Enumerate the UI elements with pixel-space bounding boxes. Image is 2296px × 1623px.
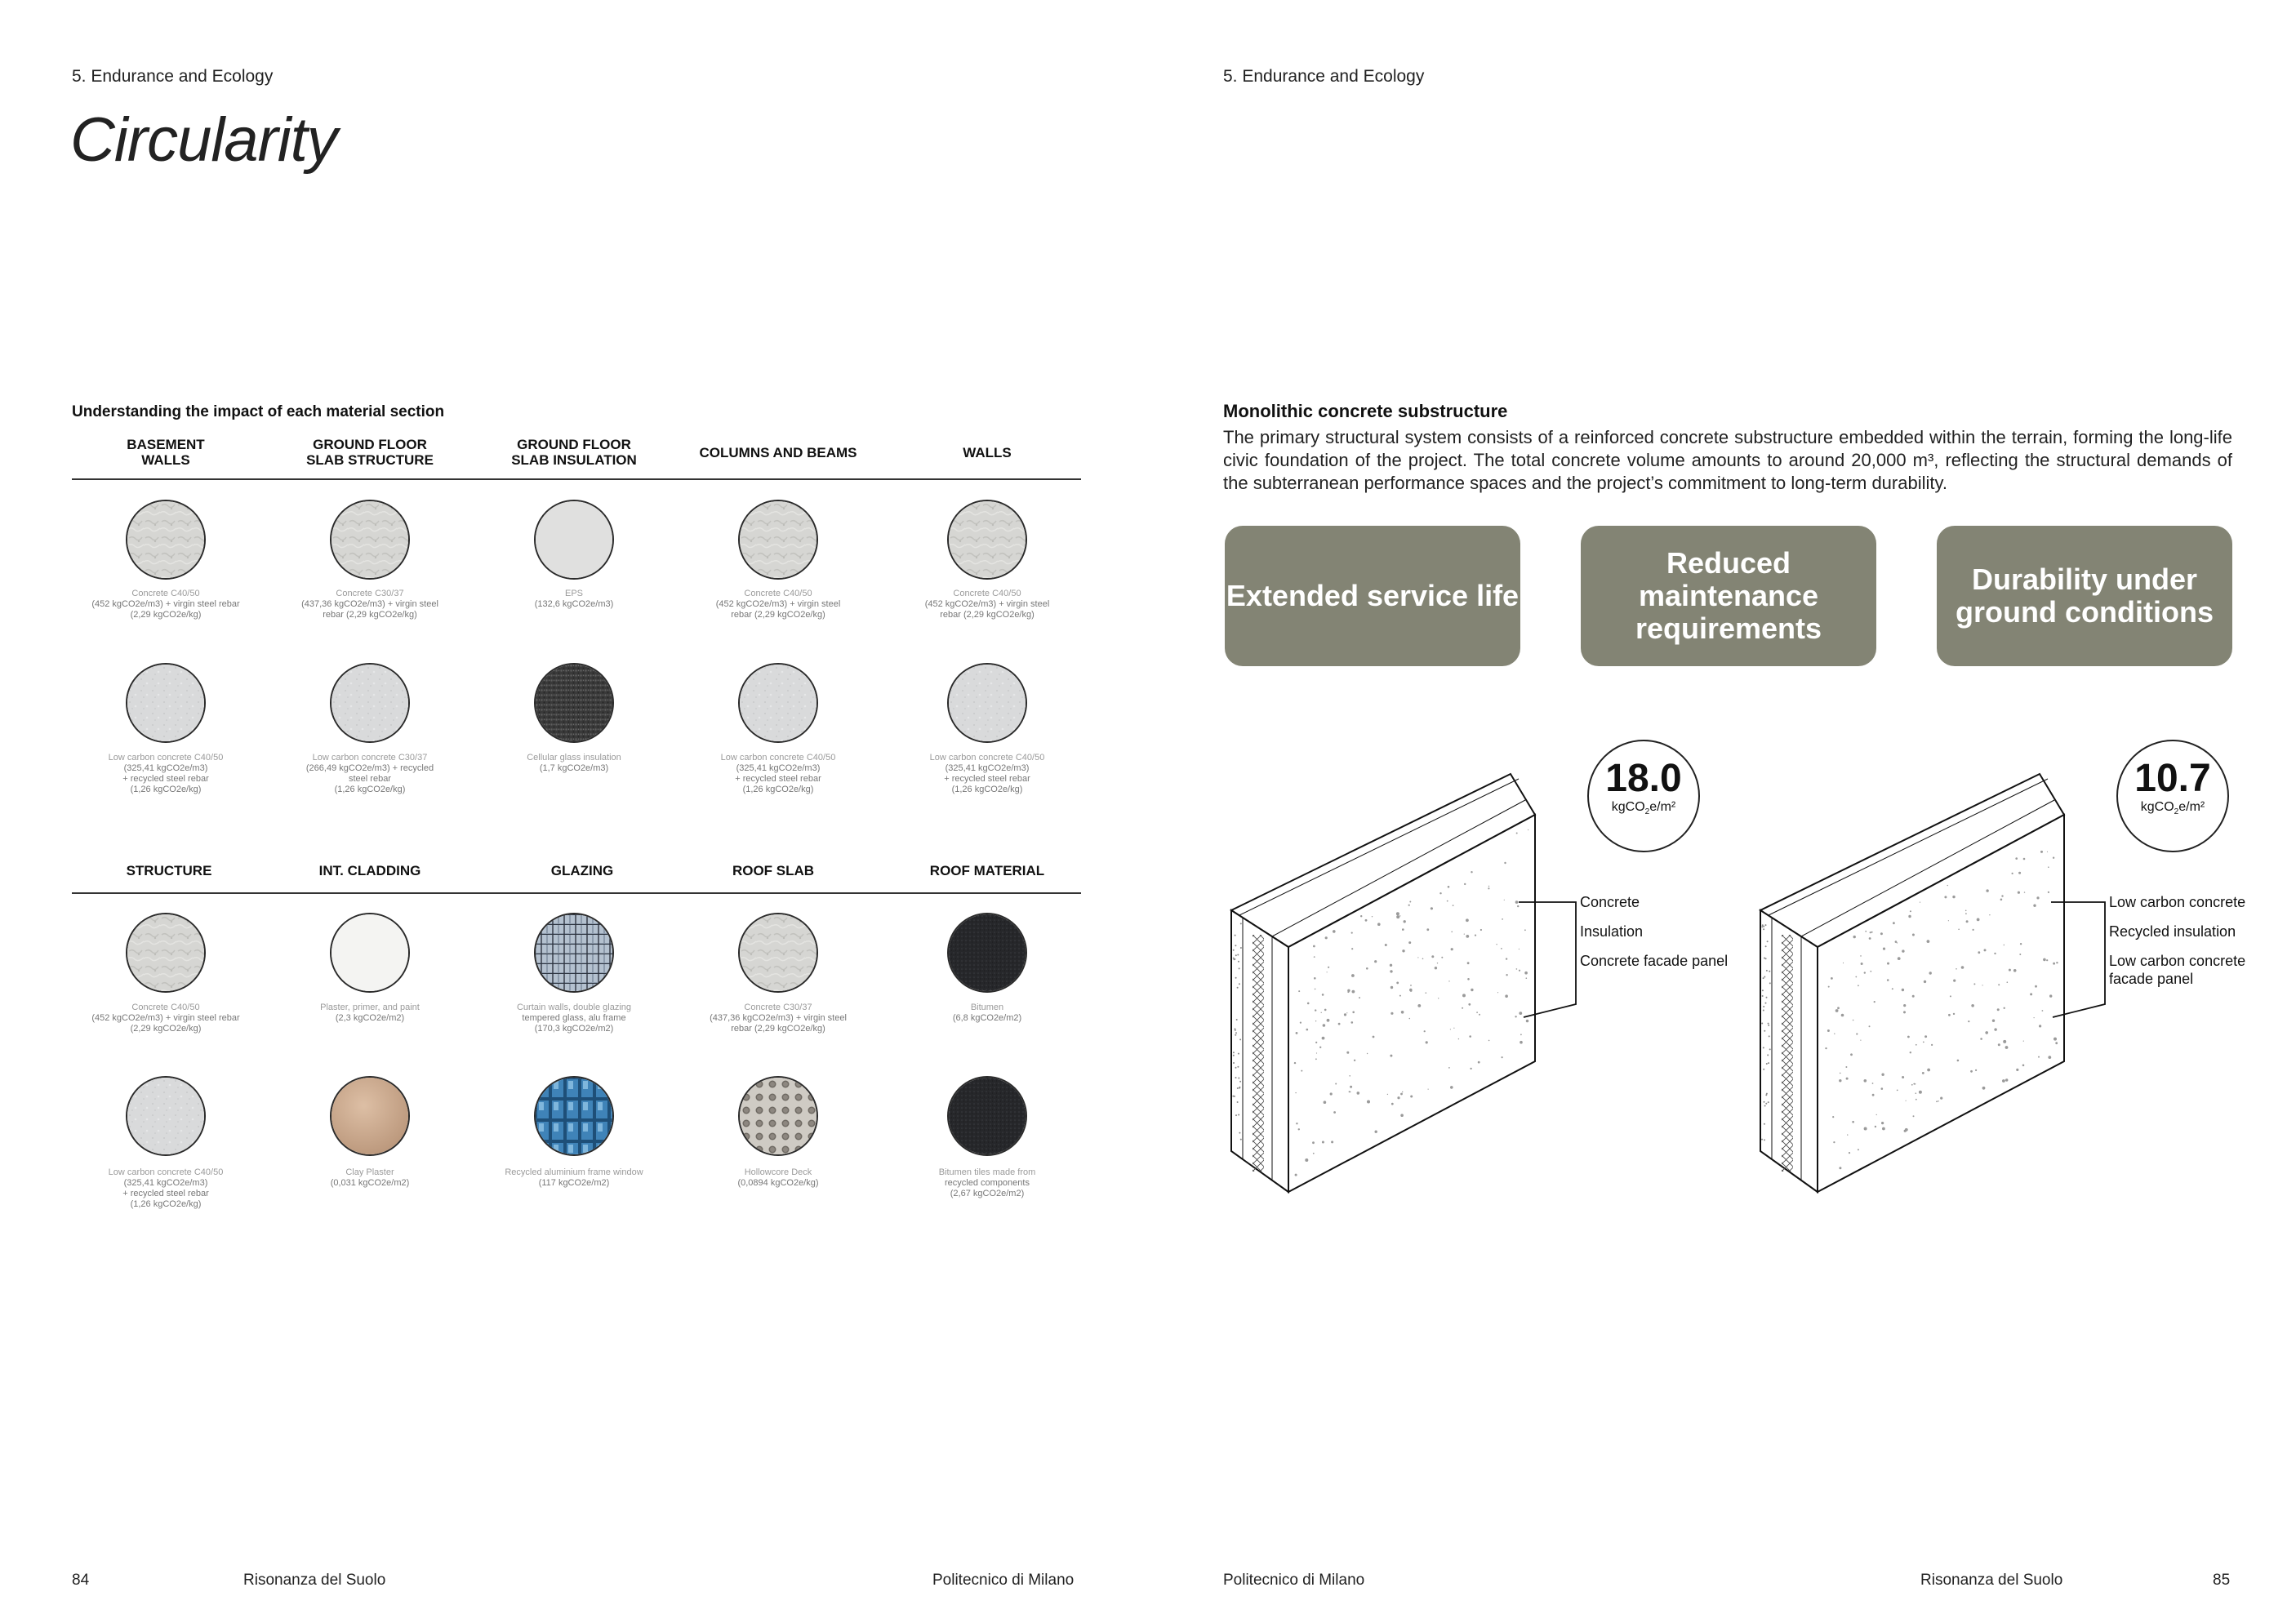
footer-university: Politecnico di Milano: [932, 1572, 1075, 1589]
footer-university-right: Politecnico di Milano: [1223, 1572, 1365, 1589]
material-swatch-concrete: [738, 500, 818, 580]
column-header: [684, 445, 872, 460]
material-caption: [480, 1003, 668, 1034]
table-rule: [72, 892, 1081, 894]
caption-line: Recycled aluminium frame window: [505, 1167, 643, 1177]
swatch-texture: [127, 665, 206, 743]
caption-line: (1,26 kgCO2e/kg): [130, 785, 202, 794]
caption-line: (325,41 kgCO2e/m3): [123, 763, 208, 773]
swatch-texture: [740, 501, 818, 580]
legend-standard: [1580, 893, 1728, 970]
caption-line: (0,0894 kgCO2e/kg): [737, 1178, 819, 1188]
caption-line: tempered glass, alu frame: [522, 1013, 626, 1023]
material-swatch-concrete: [126, 500, 206, 580]
column-header: INT. CLADDING: [318, 863, 421, 878]
caption-line: (1,26 kgCO2e/kg): [334, 785, 406, 794]
running-head-left: 5. Endurance and Ecology: [72, 67, 274, 86]
legend-item: Concrete facade panel: [1580, 953, 1729, 969]
caption-line: (132,6 kgCO2e/m3): [534, 599, 614, 609]
material-caption: [276, 589, 464, 620]
caption-line: (325,41 kgCO2e/m3): [945, 763, 1030, 773]
caption-line: (2,29 kgCO2e/kg): [130, 610, 202, 620]
caption-line: Bitumen: [970, 1003, 1004, 1012]
swatch-texture: [740, 665, 818, 743]
material-caption: [72, 589, 260, 620]
swatch-texture: [536, 501, 614, 580]
footer-project-name: Risonanza del Suolo: [243, 1572, 386, 1589]
column-header-line: WALLS: [963, 445, 1012, 460]
material-caption: [480, 753, 668, 774]
legend-item: Low carbon concrete: [2109, 953, 2246, 969]
pill-label: Durability under ground conditions: [1956, 562, 2214, 629]
material-swatch-eps: [534, 500, 614, 580]
swatch-texture: [536, 665, 614, 743]
swatch-texture: [740, 1078, 818, 1156]
material-swatch-concrete: [126, 913, 206, 993]
caption-line: (437,36 kgCO2e/m3) + virgin steel: [301, 599, 438, 609]
material-swatch-hollowcore: [738, 1076, 818, 1156]
swatch-texture: [127, 1078, 206, 1156]
caption-line: Low carbon concrete C30/37: [312, 753, 428, 763]
pill-label: Extended service life: [1226, 579, 1520, 612]
legend-item: Concrete: [1580, 894, 1640, 910]
caption-line: Concrete C40/50: [131, 589, 200, 598]
swatch-texture: [536, 914, 614, 993]
legend-item: Insulation: [1580, 923, 1644, 940]
swatch-texture: [949, 501, 1027, 580]
material-caption: [684, 753, 872, 795]
column-header-line: WALLS: [141, 452, 190, 468]
column-header: [893, 445, 1081, 460]
column-header: GLAZING: [550, 863, 614, 878]
caption-line: (452 kgCO2e/m3) + virgin steel rebar: [91, 1013, 240, 1023]
page-title: Circularity: [70, 105, 337, 175]
swatch-texture: [949, 914, 1027, 993]
caption-line: (437,36 kgCO2e/m3) + virgin steel: [710, 1013, 847, 1023]
material-caption: [684, 1003, 872, 1034]
section-heading: Understanding the impact of each material section: [72, 403, 445, 420]
caption-line: Concrete C30/37: [336, 589, 404, 598]
swatch-texture: [331, 914, 410, 993]
caption-line: Clay Plaster: [345, 1167, 394, 1177]
material-caption: [72, 1167, 260, 1210]
material-swatch-lowcarbon: [126, 1076, 206, 1156]
column-header-line: GROUND FLOOR: [313, 437, 427, 452]
caption-line: Low carbon concrete C40/50: [108, 1167, 224, 1177]
material-swatch-foamglass: [534, 663, 614, 743]
caption-line: (325,41 kgCO2e/m3): [736, 763, 821, 773]
material-caption: [480, 1167, 668, 1189]
pill-label: Reduced maintenance requirements: [1635, 546, 1822, 645]
column-header-line: COLUMNS AND BEAMS: [699, 445, 857, 460]
material-swatch-concrete: [947, 500, 1027, 580]
material-swatch-concrete: [330, 500, 410, 580]
caption-line: (2,3 kgCO2e/m2): [335, 1013, 405, 1023]
swatch-texture: [536, 1078, 614, 1156]
caption-line: Bitumen tiles made from: [938, 1167, 1036, 1177]
caption-line: (117 kgCO2e/m2): [538, 1178, 610, 1188]
column-header-line: BASEMENT: [127, 437, 205, 452]
caption-line: (452 kgCO2e/m3) + virgin steel rebar: [91, 599, 240, 609]
benefit-pill-durability: [1937, 526, 2232, 666]
caption-line: + recycled steel rebar: [735, 774, 821, 784]
caption-line: (6,8 kgCO2e/m2): [952, 1013, 1022, 1023]
material-caption: [684, 589, 872, 620]
material-caption: [893, 753, 1081, 795]
swatch-texture: [949, 1078, 1027, 1156]
swatch-texture: [331, 1078, 410, 1156]
caption-line: rebar (2,29 kgCO2e/kg): [323, 610, 417, 620]
caption-line: Concrete C30/37: [744, 1003, 812, 1012]
carbon-value: 18.0: [1605, 757, 1682, 800]
material-caption: [893, 1167, 1081, 1199]
column-header-line: SLAB INSULATION: [511, 452, 637, 468]
swatch-texture: [949, 665, 1027, 743]
caption-line: rebar (2,29 kgCO2e/kg): [731, 610, 825, 620]
carbon-value: 10.7: [2134, 757, 2211, 800]
caption-line: (2,67 kgCO2e/m2): [950, 1189, 1025, 1198]
caption-line: rebar (2,29 kgCO2e/kg): [731, 1024, 825, 1034]
running-head-right: 5. Endurance and Ecology: [1223, 67, 1425, 86]
swatch-texture: [127, 501, 206, 580]
caption-line: Concrete C40/50: [953, 589, 1021, 598]
caption-line: (452 kgCO2e/m3) + virgin steel: [715, 599, 841, 609]
legend-item: facade panel: [2109, 971, 2194, 987]
benefit-pill-maintenance: [1581, 526, 1876, 666]
caption-line: (2,29 kgCO2e/kg): [130, 1024, 202, 1034]
caption-line: (325,41 kgCO2e/m3): [123, 1178, 208, 1188]
caption-line: Concrete C40/50: [131, 1003, 200, 1012]
column-header: [276, 437, 464, 468]
caption-line: recycled components: [945, 1178, 1030, 1188]
substructure-heading: Monolithic concrete substructure: [1223, 401, 1508, 421]
material-swatch-plaster: [330, 913, 410, 993]
material-swatch-curtainwall: [534, 913, 614, 993]
caption-line: Concrete C40/50: [744, 589, 812, 598]
caption-line: (266,49 kgCO2e/m3) + recycled: [305, 763, 434, 773]
swatch-texture: [127, 914, 206, 993]
carbon-unit: kgCO$_2$e/m²: [2140, 800, 2205, 817]
caption-line: + recycled steel rebar: [122, 774, 209, 784]
material-caption: [72, 1003, 260, 1034]
caption-line: (1,26 kgCO2e/kg): [130, 1199, 202, 1209]
material-swatch-bluewindow: [534, 1076, 614, 1156]
caption-line: (1,26 kgCO2e/kg): [742, 785, 814, 794]
material-swatch-lowcarbon: [947, 663, 1027, 743]
caption-line: (1,26 kgCO2e/kg): [951, 785, 1023, 794]
caption-line: (170,3 kgCO2e/m2): [534, 1024, 614, 1034]
column-header: [72, 437, 260, 468]
carbon-badge-standard: [1587, 740, 1700, 852]
column-header-line: GROUND FLOOR: [517, 437, 631, 452]
wall-block: [1760, 774, 2064, 1192]
legend-item: Low carbon concrete: [2109, 894, 2246, 910]
caption-line: Curtain walls, double glazing: [516, 1003, 632, 1012]
column-header: ROOF MATERIAL: [929, 863, 1045, 878]
table-rule: [72, 478, 1081, 480]
material-swatch-lowcarbon: [330, 663, 410, 743]
swatch-texture: [331, 501, 410, 580]
material-caption: [276, 1003, 464, 1024]
caption-line: (0,031 kgCO2e/m2): [330, 1178, 410, 1188]
column-header: STRUCTURE: [126, 863, 212, 878]
caption-line: (1,7 kgCO2e/m3): [539, 763, 609, 773]
caption-line: Low carbon concrete C40/50: [929, 753, 1045, 763]
carbon-unit: kgCO$_2$e/m²: [1611, 800, 1676, 817]
column-header-line: SLAB STRUCTURE: [306, 452, 434, 468]
footer-project-name-right: Risonanza del Suolo: [1920, 1572, 2063, 1589]
column-header: ROOF SLAB: [732, 863, 815, 878]
material-swatch-bitumen2: [947, 1076, 1027, 1156]
material-swatch-lowcarbon: [738, 663, 818, 743]
column-header: [480, 437, 668, 468]
caption-line: + recycled steel rebar: [944, 774, 1030, 784]
caption-line: EPS: [564, 589, 583, 598]
material-swatch-lowcarbon: [126, 663, 206, 743]
caption-line: + recycled steel rebar: [122, 1189, 209, 1198]
page-number-left: 84: [72, 1572, 90, 1589]
caption-line: Plaster, primer, and paint: [320, 1003, 420, 1012]
wall-block: [1231, 774, 1535, 1192]
caption-line: Low carbon concrete C40/50: [720, 753, 836, 763]
caption-line: Low carbon concrete C40/50: [108, 753, 224, 763]
legend-low-carbon: [2109, 893, 2245, 988]
swatch-texture: [331, 665, 410, 743]
material-caption: [893, 1003, 1081, 1024]
swatch-texture: [740, 914, 818, 993]
caption-line: steel rebar: [349, 774, 391, 784]
legend-item: Recycled insulation: [2109, 923, 2236, 940]
material-caption: [72, 753, 260, 795]
material-swatch-concrete: [738, 913, 818, 993]
substructure-paragraph: The primary structural system consists of a reinforced concrete substructure embedded within the terrain, forming the long-life civic foundation of the project. The total concrete volume amounts to around 20,000 m³, reflecting the structural demands of the subterranean performance spaces and the project’s commitment to long-term durability.: [1223, 427, 2232, 493]
material-swatch-bitumen: [947, 913, 1027, 993]
benefit-pill-service-life: [1225, 526, 1520, 666]
caption-line: (452 kgCO2e/m3) + virgin steel: [924, 599, 1050, 609]
material-caption: [480, 589, 668, 610]
caption-line: rebar (2,29 kgCO2e/kg): [940, 610, 1035, 620]
page-number-right: 85: [2213, 1572, 2231, 1589]
material-caption: [684, 1167, 872, 1189]
material-swatch-clay: [330, 1076, 410, 1156]
material-caption: [893, 589, 1081, 620]
material-caption: [276, 1167, 464, 1189]
caption-line: Cellular glass insulation: [527, 753, 621, 763]
carbon-badge-low-carbon: [2116, 740, 2229, 852]
caption-line: Hollowcore Deck: [744, 1167, 812, 1177]
material-caption: [276, 753, 464, 795]
